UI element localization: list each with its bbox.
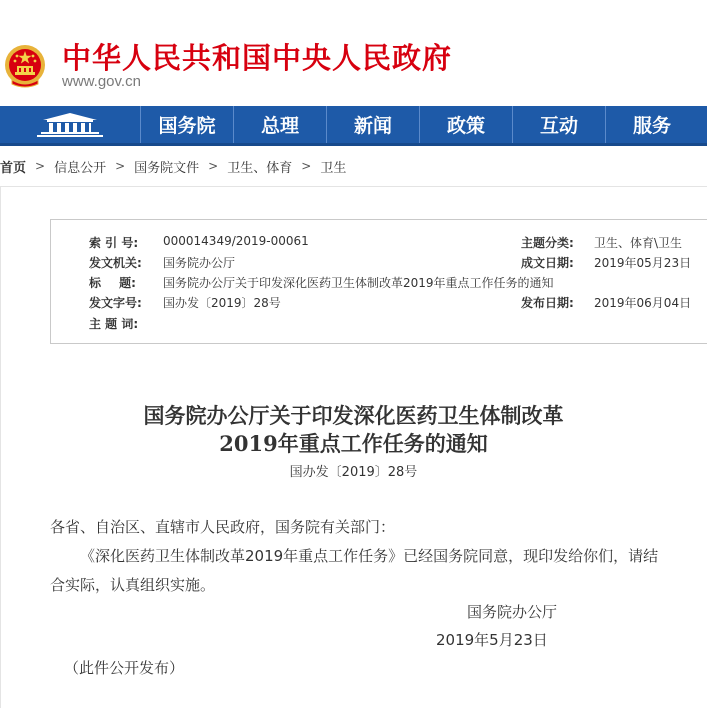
docno-label: 发文字号: xyxy=(89,296,142,310)
nav-item-services[interactable]: 服务 xyxy=(632,115,671,137)
article-salutation: 各省、自治区、直辖市人民政府，国务院有关部门： xyxy=(50,518,396,536)
nav-item-premier[interactable]: 总理 xyxy=(234,106,327,143)
breadcrumb-info-public[interactable]: 信息公开 xyxy=(54,160,107,176)
nav-item-news[interactable]: 新闻 xyxy=(327,106,420,143)
national-emblem-icon[interactable] xyxy=(4,44,46,88)
breadcrumb-health[interactable]: 卫生 xyxy=(320,160,347,176)
article-note: （此件公开发布） xyxy=(64,659,185,677)
article-title-line1: 国务院办公厅关于印发深化医药卫生体制改革 xyxy=(143,403,564,428)
building-icon xyxy=(35,112,105,138)
chevron-right-icon: > xyxy=(115,159,126,173)
date-label: 成文日期: xyxy=(521,256,574,270)
content-divider xyxy=(0,186,707,187)
article-doc-number: 国办发〔2019〕28号 xyxy=(289,465,418,480)
site-title[interactable]: 中华人民共和国中央人民政府 xyxy=(62,41,453,75)
title-value: 国务院办公厅关于印发深化医药卫生体制改革2019年重点工作任务的通知 xyxy=(163,276,554,290)
index-label: 索 引 号: xyxy=(89,236,139,250)
article-title-line2: 2019年重点工作任务的通知 xyxy=(219,431,488,456)
index-value: 000014349/2019-00061 xyxy=(163,234,309,248)
breadcrumb-health-sports[interactable]: 卫生、体育 xyxy=(227,160,293,176)
nav-item-state-council[interactable]: 国务院 xyxy=(141,106,234,143)
breadcrumb xyxy=(0,156,346,176)
breadcrumb-state-council-docs[interactable]: 国务院文件 xyxy=(134,160,200,176)
publish-value: 2019年06月04日 xyxy=(594,296,692,310)
category-label: 主题分类: xyxy=(521,236,574,250)
issuer-label: 发文机关: xyxy=(89,256,142,270)
article-body-line1: 《深化医药卫生体制改革2019年重点工作任务》已经国务院同意，现印发给你们，请结 xyxy=(80,547,659,565)
breadcrumb-home[interactable]: 首页 xyxy=(0,160,27,176)
nav-item-policy[interactable]: 政策 xyxy=(420,106,513,143)
article-signature: 国务院办公厅 xyxy=(467,603,558,621)
article-body-line2: 合实际，认真组织实施。 xyxy=(50,576,216,594)
site-header xyxy=(0,0,707,106)
chevron-right-icon: > xyxy=(35,159,46,173)
publish-label: 发布日期: xyxy=(521,296,574,310)
issuer-value: 国务院办公厅 xyxy=(163,256,236,270)
nav-item-interaction[interactable]: 互动 xyxy=(513,106,606,143)
docno-value: 国办发〔2019〕28号 xyxy=(163,296,281,310)
category-value: 卫生、体育\卫生 xyxy=(594,236,683,250)
article-sign-date: 2019年5月23日 xyxy=(436,631,548,649)
chevron-right-icon: > xyxy=(301,159,312,173)
main-nav xyxy=(0,106,707,146)
date-value: 2019年05月23日 xyxy=(594,256,692,270)
nav-home[interactable] xyxy=(0,106,141,143)
keywords-label: 主 题 词: xyxy=(89,317,139,331)
title-label: 标 题: xyxy=(89,276,136,290)
site-url[interactable]: www.gov.cn xyxy=(62,73,141,90)
chevron-right-icon: > xyxy=(208,159,219,173)
document-info-box xyxy=(50,219,707,344)
